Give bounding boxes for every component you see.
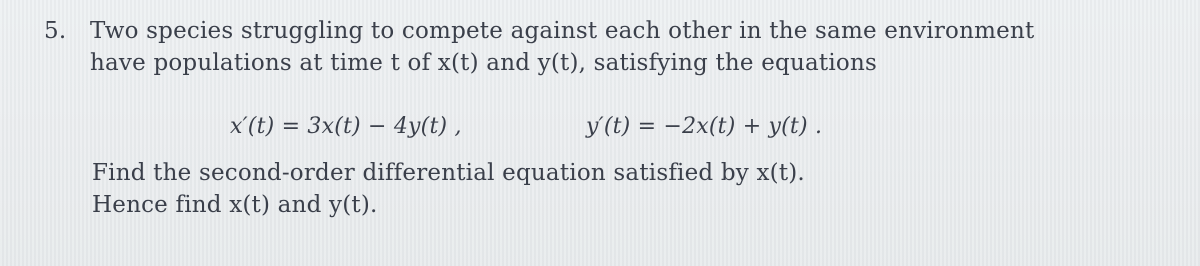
problem-text-line-2: have populations at time t of x(t) and y(t), satisfying the equations [90, 50, 877, 76]
equation-x-prime: x′(t) = 3x(t) − 4y(t) , [230, 114, 462, 139]
problem-number: 5. [44, 18, 67, 44]
problem-text-line-4: Hence find x(t) and y(t). [92, 192, 378, 218]
problem-text-line-1: Two species struggling to compete against each other in the same environment [90, 18, 1035, 44]
problem-text-line-3: Find the second-order differential equation satisfied by x(t). [92, 160, 805, 186]
equation-y-prime: y′(t) = −2x(t) + y(t) . [586, 114, 823, 139]
